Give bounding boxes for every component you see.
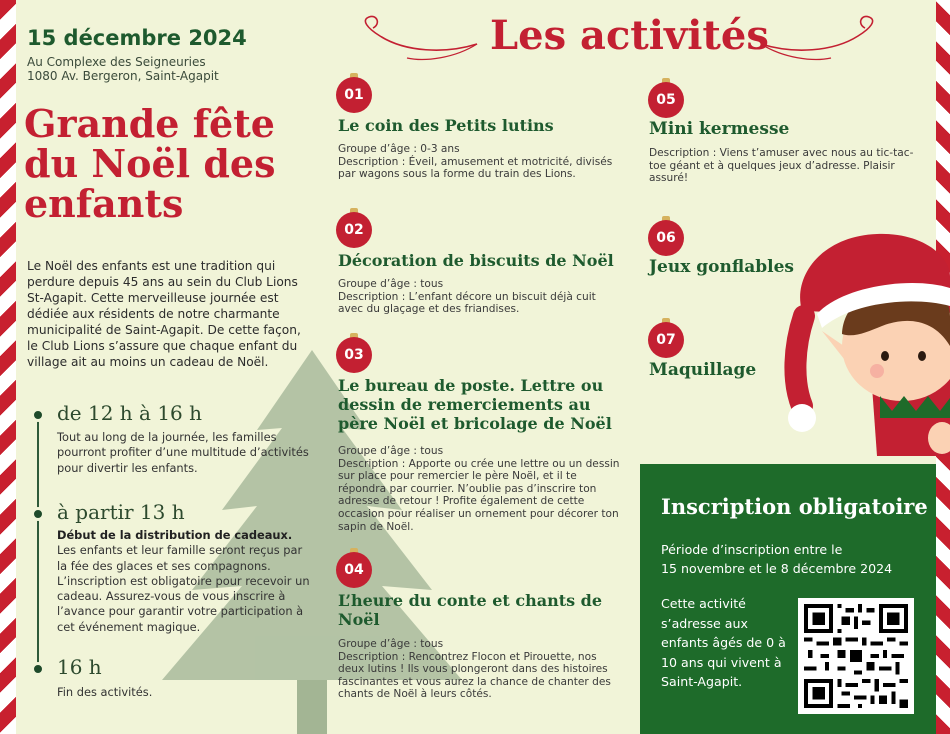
activity-number: 03	[336, 337, 372, 373]
ornament-number-icon	[336, 548, 372, 588]
timeline-description: Fin des activités.	[57, 685, 153, 699]
timeline-dot	[31, 662, 45, 676]
timeline-description: Tout au long de la journée, les familles pourront profiter d’une multitude d’activités pour divertir les enfants.	[57, 430, 309, 475]
activity-number: 05	[648, 82, 684, 118]
timeline-line	[37, 415, 39, 670]
event-address	[27, 55, 219, 83]
flourish-right-icon	[758, 14, 883, 64]
registration-title: Inscription obligatoire	[661, 494, 928, 519]
activities-title: Les activités	[490, 12, 769, 59]
activity-name: Le bureau de poste. Lettre ou dessin de remerciements au père Noël et bricolage de Noël	[338, 376, 612, 433]
event-date: 15 décembre 2024	[27, 26, 247, 50]
timeline-dot	[31, 507, 45, 521]
timeline-heading: Début de la distribution de cadeaux.	[57, 528, 293, 542]
activity-description: Groupe d’âge : 0-3 ans Description : Éveil, amusement et motricité, divisés par wagons sous la forme du train des Lions.	[338, 143, 613, 181]
timeline-description	[57, 528, 312, 635]
candy-cane-border-left	[0, 0, 16, 734]
page-title: Grande fête du Noël des enfants	[24, 101, 276, 226]
ornament-number-icon	[336, 333, 372, 373]
timeline-time: 16 h	[57, 655, 102, 679]
ornament-number-icon	[648, 78, 684, 118]
activity-name: Mini kermesse	[649, 119, 790, 139]
qr-code-icon[interactable]	[798, 598, 914, 714]
activity-name: L’heure du conte et chants de Noël	[338, 591, 603, 629]
timeline-dot	[31, 408, 45, 422]
activity-number: 01	[336, 77, 372, 113]
timeline-time: de 12 h à 16 h	[57, 401, 203, 425]
registration-panel	[640, 464, 936, 734]
timeline-body: Les enfants et leur famille seront reçus par la fée des glaces et ses compagnons. L’inscription est obligatoire pour recevoir un cadeau. Assurez-vous de vous inscrire à l’avance pour garantir votre participation à cet événement magique.	[57, 543, 310, 634]
intro-paragraph: Le Noël des enfants est une tradition qui perdure depuis 45 ans au sein du Club Lions St-Agapit. Cette merveilleuse journée est dédiée aux résidents de notre charmante municipalité de Saint-Agapit. De cette façon, le Club Lions s’assure que chaque enfant du village ait au moins un cadeau de Noël.	[27, 259, 301, 369]
activity-description: Groupe d’âge : tous Description : L’enfant décore un biscuit déjà cuit avec du glaçage et des friandises.	[338, 278, 596, 316]
registration-audience: Cette activité s’adresse aux enfants âgés de 0 à 10 ans qui vivent à Saint-Agapit.	[661, 596, 786, 689]
activity-description: Description : Viens t’amuser avec nous au tic-tac-toe géant et à quelques jeux d’adresse. Plaisir assuré!	[649, 147, 914, 185]
elf-illustration	[782, 206, 950, 456]
activity-number: 02	[336, 212, 372, 248]
activity-name: Jeux gonflables	[649, 257, 794, 277]
ornament-number-icon	[648, 216, 684, 256]
activity-name: Décoration de biscuits de Noël	[338, 251, 614, 270]
activity-number: 06	[648, 220, 684, 256]
activity-description: Groupe d’âge : tous Description : Apporte ou crée une lettre ou un dessin sur place pour remercier le père Noël, et il te répondra par courrier. N’oublie pas d’inscrire ton adresse de retour ! Profite également de cette occasion pour réaliser un ornement pour décorer ton sapin de Noël.	[338, 445, 620, 533]
activity-description: Groupe d’âge : tous Description : Rencontrez Flocon et Pirouette, nos deux lutins ! Ils vous plongeront dans des histoires fascinantes et vous aurez la chance de chanter des chants de Noël à leurs côtés.	[338, 638, 611, 701]
activity-number: 07	[648, 322, 684, 358]
registration-period: Période d’inscription entre le 15 novembre et le 8 décembre 2024	[661, 542, 893, 576]
timeline-time: à partir 13 h	[57, 500, 185, 524]
activity-name: Le coin des Petits lutins	[338, 116, 554, 135]
ornament-number-icon	[336, 73, 372, 113]
flourish-left-icon	[355, 14, 480, 64]
activity-number: 04	[336, 552, 372, 588]
activity-name: Maquillage	[649, 360, 757, 380]
ornament-number-icon	[336, 208, 372, 248]
address-line-2: 1080 Av. Bergeron, Saint-Agapit	[27, 69, 219, 83]
address-line-1: Au Complexe des Seigneuries	[27, 55, 206, 69]
ornament-number-icon	[648, 318, 684, 358]
